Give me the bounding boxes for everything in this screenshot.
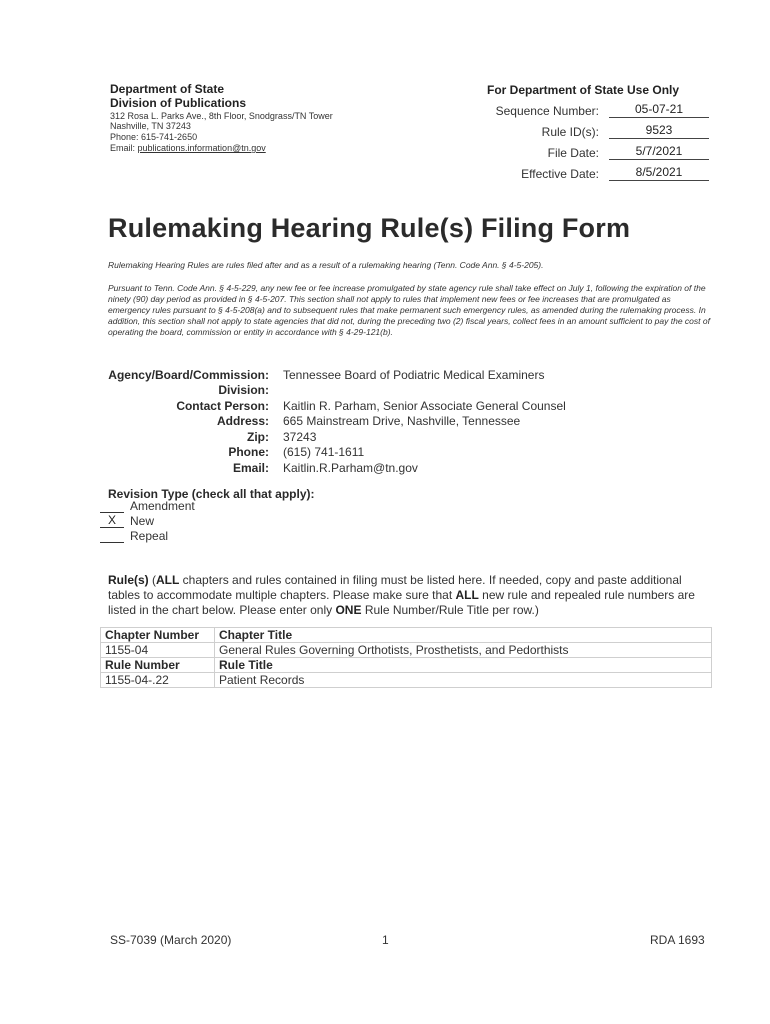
file-date-row (483, 140, 713, 160)
amendment-label: Amendment (130, 499, 195, 513)
effective-date-row (483, 161, 713, 181)
rule-number-cell: 1155-04-.22 (101, 673, 215, 688)
email-label: Email: (232, 460, 269, 475)
state-use-only-block (483, 83, 713, 181)
table-row (101, 628, 712, 643)
zip-label: Zip: (247, 429, 269, 444)
street-address: 312 Rosa L. Parks Ave., 8th Floor, Snodgrass/TN Tower (110, 110, 333, 121)
department-name: Department of State (110, 82, 225, 96)
effective-date-label: Effective Date: (521, 167, 599, 181)
rule-id-row (483, 119, 713, 139)
division-label: Division: (218, 383, 269, 398)
agency-value: Tennessee Board of Podiatric Medical Examiners (283, 367, 545, 382)
table-row (101, 673, 712, 688)
email-label: Email: (110, 142, 138, 153)
contact-person-label: Contact Person: (176, 398, 269, 413)
chapter-title-cell: General Rules Governing Orthotists, Prosthetists, and Pedorthists (215, 643, 712, 658)
file-date-label: File Date: (547, 146, 599, 160)
agency-label: Agency/Board/Commission: (108, 367, 269, 382)
rules-emph-all-1: ALL (156, 573, 180, 587)
contact-person-value: Kaitlin R. Parham, Senior Associate General Counsel (283, 398, 566, 413)
effective-date-value: 8/5/2021 (609, 165, 709, 181)
rule-id-value: 9523 (609, 123, 709, 139)
chapter-number-cell: 1155-04 (101, 643, 215, 658)
rule-title-header: Rule Title (215, 658, 712, 673)
chapter-number-header: Chapter Number (101, 628, 215, 643)
email-row (100, 460, 700, 476)
table-row (101, 643, 712, 658)
publications-address-block (110, 83, 410, 154)
zip-value: 37243 (283, 429, 317, 444)
address-value: 665 Mainstream Drive, Nashville, Tennessee (283, 414, 521, 429)
contact-person-row (100, 398, 700, 414)
form-number: SS-7039 (March 2020) (110, 933, 232, 947)
address-row (100, 414, 700, 430)
phone-row (100, 445, 700, 461)
page-number: 1 (382, 933, 389, 947)
rules-text-1: ( (148, 573, 157, 587)
chapter-title-header: Chapter Title (215, 628, 712, 643)
sequence-number-label: Sequence Number: (495, 104, 599, 118)
revision-type-title: Revision Type (check all that apply): (108, 487, 315, 501)
rules-instructions (108, 573, 708, 618)
rules-text-3: new rule and repealed rule numbers are listed in the chart below. Please enter only (108, 588, 695, 617)
repeal-checkbox[interactable] (100, 542, 124, 543)
address-label: Address: (216, 414, 269, 429)
new-label: New (130, 514, 155, 528)
rules-emph-one: ONE (335, 603, 362, 617)
division-name: Division of Publications (110, 95, 247, 110)
revision-option-new[interactable] (100, 513, 154, 528)
zip-row (100, 429, 700, 445)
email-line (110, 143, 410, 154)
agency-row (100, 367, 700, 383)
city-state-zip: Nashville, TN 37243 (110, 121, 191, 132)
rules-text-2: chapters and rules contained in filing must be listed here. If needed, copy and paste additional tables to accommodate multiple chapters. Please make sure that (108, 573, 682, 602)
rules-heading: Rule(s) (108, 573, 149, 587)
phone-value: (615) 741-1611 (283, 445, 365, 460)
rule-title-cell: Patient Records (215, 673, 712, 688)
sequence-number-row (483, 98, 713, 118)
agency-info-block (100, 367, 700, 476)
new-checkbox[interactable]: X (100, 514, 124, 528)
rules-table (100, 627, 712, 688)
rule-number-header: Rule Number (101, 658, 215, 673)
rules-emph-all-2: ALL (455, 588, 479, 602)
publications-email-link[interactable]: publications.information@tn.gov (137, 142, 266, 153)
state-use-only-title: For Department of State Use Only (487, 83, 680, 97)
rules-text-4: Rule Number/Rule Title per row.) (361, 603, 539, 617)
email-value: Kaitlin.R.Parham@tn.gov (283, 460, 418, 475)
rule-id-label: Rule ID(s): (541, 125, 599, 139)
file-date-value: 5/7/2021 (609, 144, 709, 160)
table-row (101, 658, 712, 673)
fee-notice-paragraph: Pursuant to Tenn. Code Ann. § 4-5-229, any new fee or fee increase promulgated by state agency rule shall take effect on July 1, following the expiration of the ninety (90) day period as provided in § 4-5-207. This section shall not apply to rules that implement new fees or fee increases that are promulgated as emergency rules pursuant to § 4-5-208(a) and to subsequent rules that make permanent such emergency rules, as amended during the rulemaking process. In addition, this section shall not apply to state agencies that did not, during the preceding two (2) fiscal years, collect fees in an amount sufficient to pay the cost of operating the board, commission or entity in accordance with § 4-29-121(b). (108, 283, 710, 338)
phone-line: Phone: 615-741-2650 (110, 132, 198, 143)
revision-option-repeal[interactable] (100, 528, 168, 543)
revision-option-amendment[interactable] (100, 498, 195, 513)
rda-number: RDA 1693 (650, 933, 705, 947)
division-row (100, 383, 700, 399)
phone-label: Phone: (228, 445, 269, 460)
form-subtitle: Rulemaking Hearing Rules are rules filed after and as a result of a rulemaking hearing (Tenn. Code Ann. § 4-5-205). (108, 260, 544, 270)
form-title: Rulemaking Hearing Rule(s) Filing Form (108, 213, 631, 243)
repeal-label: Repeal (130, 529, 169, 543)
sequence-number-value: 05-07-21 (609, 102, 709, 118)
